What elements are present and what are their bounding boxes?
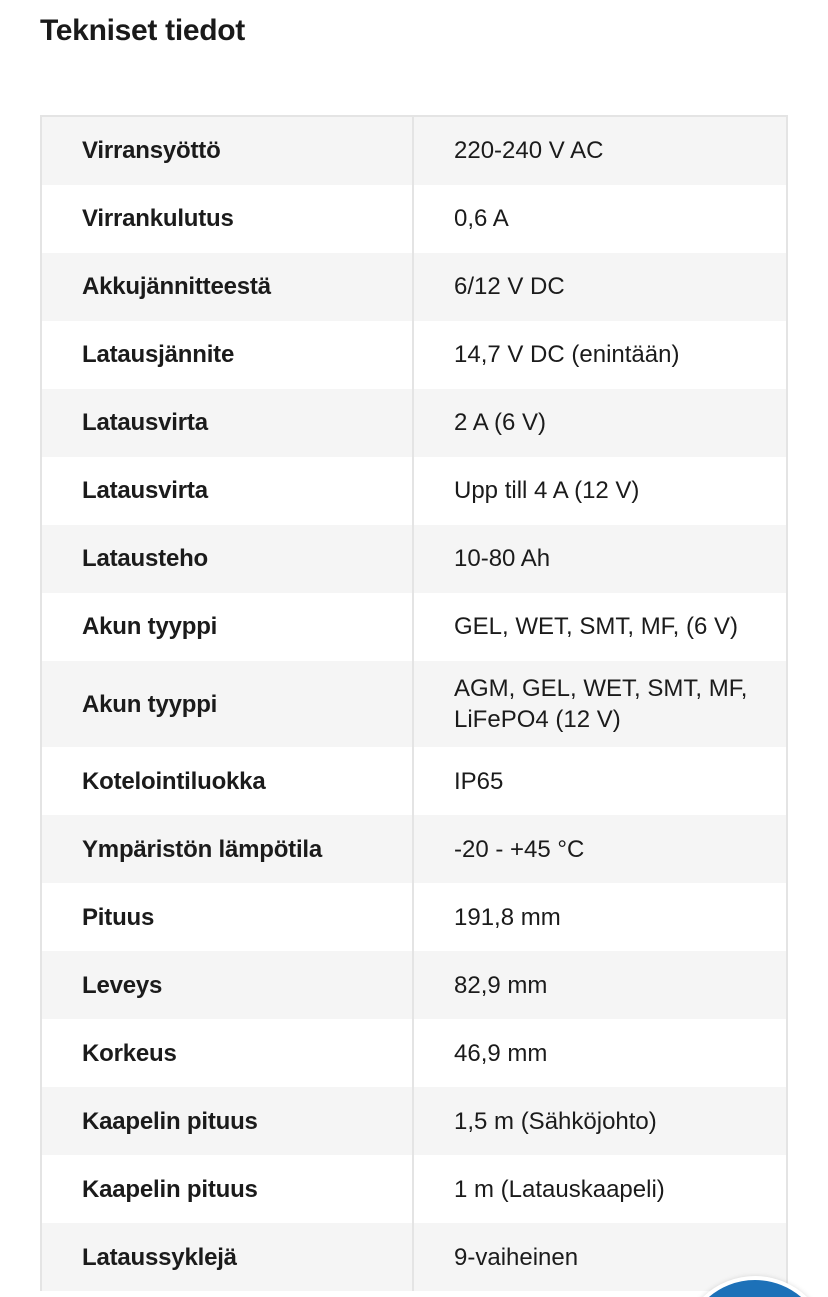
spec-label: Virrankulutus (42, 185, 414, 253)
spec-label: Latausvirta (42, 457, 414, 525)
specs-table (40, 115, 788, 1291)
table-row (42, 1087, 786, 1155)
spec-label: Kaapelin pituus (42, 1155, 414, 1223)
spec-label: Lataussyklejä (42, 1223, 414, 1291)
spec-label: Latausteho (42, 525, 414, 593)
table-row (42, 1155, 786, 1223)
spec-value: 9-vaiheinen (454, 1243, 579, 1271)
table-row (42, 815, 786, 883)
spec-value: GEL, WET, SMT, MF, (6 V) (454, 613, 739, 641)
spec-label: Pituus (42, 883, 414, 951)
spec-value: 220-240 V AC (454, 137, 604, 165)
spec-label: Akun tyyppi (42, 593, 414, 661)
spec-value: 82,9 mm (454, 971, 548, 999)
spec-value: AGM, GEL, WET, SMT, MF, LiFePO4 (12 V) (454, 675, 748, 734)
spec-label: Leveys (42, 951, 414, 1019)
spec-label: Virransyöttö (42, 117, 414, 185)
spec-value: 6/12 V DC (454, 273, 565, 301)
table-row (42, 883, 786, 951)
spec-label: Kaapelin pituus (42, 1087, 414, 1155)
table-row (42, 117, 786, 185)
table-row (42, 389, 786, 457)
page-title: Tekniset tiedot (40, 14, 245, 47)
table-row (42, 661, 786, 747)
table-row (42, 951, 786, 1019)
table-row (42, 457, 786, 525)
table-row (42, 593, 786, 661)
table-row (42, 185, 786, 253)
table-row (42, 747, 786, 815)
spec-label: Akun tyyppi (42, 661, 414, 747)
table-row (42, 321, 786, 389)
spec-value: 191,8 mm (454, 903, 561, 931)
spec-value: 14,7 V DC (enintään) (454, 341, 680, 369)
spec-label: Kotelointiluokka (42, 747, 414, 815)
spec-value: 46,9 mm (454, 1039, 548, 1067)
spec-value: 1,5 m (Sähköjohto) (454, 1107, 657, 1135)
spec-value: 10-80 Ah (454, 545, 551, 573)
spec-value: Upp till 4 A (12 V) (454, 477, 640, 505)
spec-label: Akkujännitteestä (42, 253, 414, 321)
spec-label: Ympäristön lämpötila (42, 815, 414, 883)
table-row (42, 253, 786, 321)
table-row (42, 1019, 786, 1087)
spec-value: 0,6 A (454, 205, 509, 233)
spec-value: 1 m (Latauskaapeli) (454, 1175, 665, 1203)
spec-value: 2 A (6 V) (454, 409, 547, 437)
spec-label: Korkeus (42, 1019, 414, 1087)
table-row (42, 1223, 786, 1291)
spec-value: -20 - +45 °C (454, 835, 585, 863)
spec-label: Latausjännite (42, 321, 414, 389)
spec-label: Latausvirta (42, 389, 414, 457)
spec-value: IP65 (454, 767, 504, 795)
table-row (42, 525, 786, 593)
